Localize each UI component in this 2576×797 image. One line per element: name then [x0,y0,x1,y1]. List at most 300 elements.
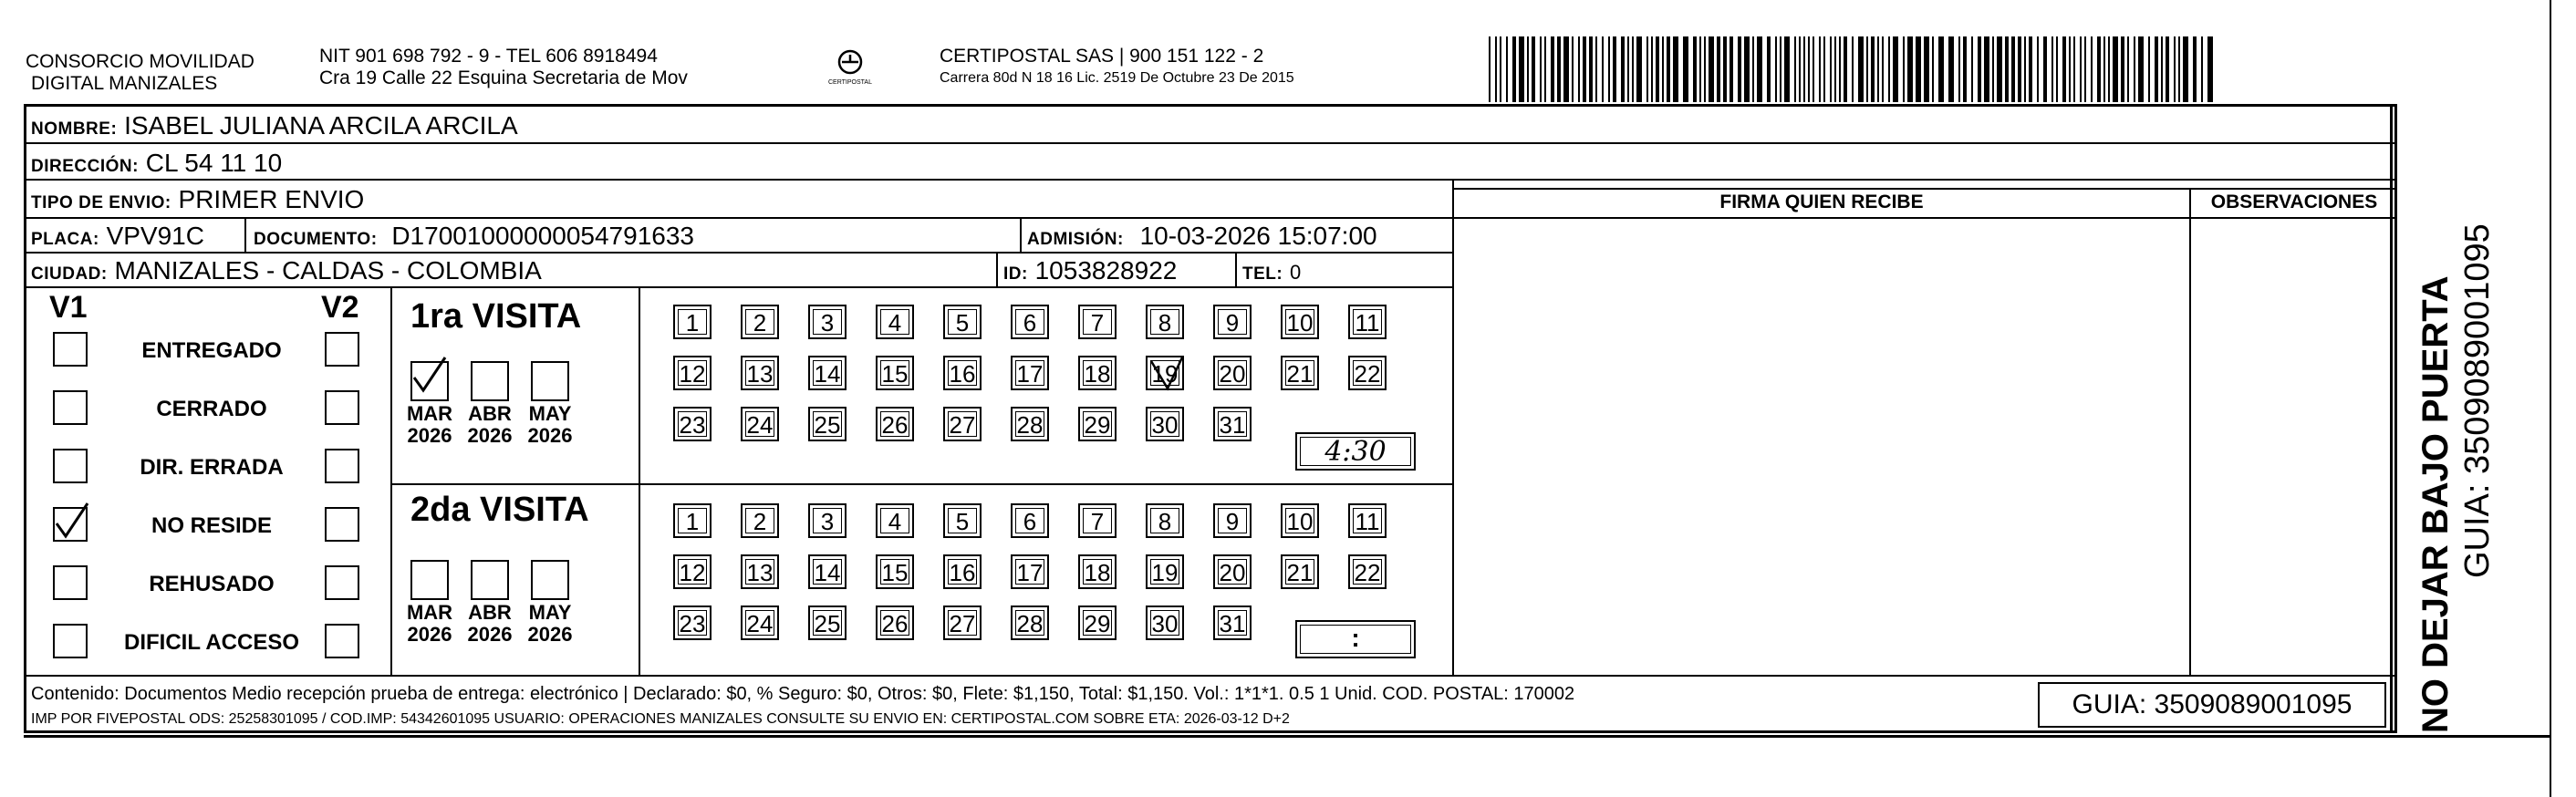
day-box[interactable] [1146,407,1184,441]
day-box[interactable] [808,407,847,441]
status-option-label: NO RESIDE [151,513,273,538]
barcode-bar [1557,36,1561,102]
barcode-bar [1589,36,1593,102]
barcode-bar [1693,36,1697,102]
placa-divider [244,217,246,252]
barcode-bar [2161,36,2163,102]
barcode-bar [1506,36,1508,102]
day-box[interactable] [808,356,847,390]
barcode-bar [2134,36,2135,102]
footer-top [24,675,2390,677]
day-box[interactable] [1146,503,1184,538]
month-year: 2026 [467,424,513,447]
v1-label: V1 [49,290,88,325]
day-box[interactable] [876,407,914,441]
day-number: 3 [820,309,835,336]
day-number: 23 [679,411,706,439]
id-value: 1053828922 [1034,256,1178,285]
day-box[interactable] [1213,305,1252,339]
day-box[interactable] [673,503,712,538]
carrier-line: CERTIPOSTAL SAS | 900 151 122 - 2 [940,46,1264,67]
day-number: 1 [685,309,700,336]
direccion-row [24,144,2397,181]
first-visit-time-box[interactable] [1295,432,1416,471]
documento-field [254,223,694,254]
day-number: 3 [820,508,835,535]
day-box[interactable] [1011,606,1049,640]
month-checkbox[interactable] [531,361,569,401]
day-box[interactable] [1078,356,1117,390]
month-year: 2026 [407,623,452,646]
month-name: MAY [528,601,572,624]
barcode-bar [2043,36,2047,102]
carrier-address: Carrera 80d N 18 16 Lic. 2519 De Octubre 23 De 2015 [940,70,1294,86]
barcode-bar [1839,36,1841,102]
barcode-bar [1799,36,1801,102]
day-number: 10 [1286,508,1314,535]
day-number: 31 [1219,610,1246,637]
barcode-bar [2084,36,2086,102]
day-box[interactable] [741,407,779,441]
barcode-bar [1729,36,1733,102]
barcode-bar [1662,36,1664,102]
second-visit-time-box[interactable] [1295,620,1416,658]
options-divider [390,286,392,675]
barcode-bar [1971,36,1973,102]
svg-text:CERTIPOSTAL: CERTIPOSTAL [828,79,872,86]
direccion-field [31,150,282,181]
v2-checkbox[interactable] [325,565,359,600]
v2-checkbox[interactable] [325,507,359,542]
barcode-bar [2155,36,2158,102]
side-guia: GUIA: 3509089001095 [2458,223,2497,578]
status-option-label: ENTREGADO [141,338,282,363]
right-rule [2550,0,2551,797]
status-option-label: DIFICIL ACCESO [123,630,299,655]
nit-line: NIT 901 698 792 - 9 - TEL 606 8918494 [319,46,658,67]
barcode-bar [1938,36,1944,102]
barcode-bar [1784,36,1790,102]
carrier-info [940,46,1294,88]
day-number: 28 [1016,610,1044,637]
observaciones-divider [2189,188,2191,675]
company-name [26,51,254,95]
day-box[interactable] [1281,503,1319,538]
day-box[interactable] [673,606,712,640]
barcode-bar [1621,36,1625,102]
day-number: 25 [814,411,841,439]
direccion-label: DIRECCIÓN: [31,157,139,176]
day-box[interactable] [943,554,982,589]
day-box[interactable] [1011,356,1049,390]
day-box[interactable] [1011,407,1049,441]
right-frame-line [2390,104,2393,733]
barcode-bar [1882,36,1884,102]
footer-line-2: IMP POR FIVEPOSTAL ODS: 25258301095 / COD.IMP: 54342601095 USUARIO: OPERACIONES MANIZALES CONSULTE SU ENVIO EN: CERTIPOSTAL.COM SOBRE ETA: 2026-03-12 D+2 [31,711,1290,727]
month-name: ABR [468,601,512,624]
day-number: 22 [1354,559,1381,586]
day-box[interactable] [876,554,914,589]
day-number: 8 [1158,309,1172,336]
barcode-bar [1699,36,1701,102]
barcode-bar [1963,36,1967,102]
month-year: 2026 [467,623,513,646]
day-number: 11 [1355,309,1380,336]
barcode-bar [2103,36,2105,102]
day-box[interactable] [1146,554,1184,589]
day-box[interactable] [1348,554,1387,589]
day-box[interactable] [673,407,712,441]
day-number: 24 [746,411,774,439]
barcode-bar [1948,36,1954,102]
admision-value: 10-03-2026 15:07:00 [1139,222,1377,250]
day-box[interactable] [1213,407,1252,441]
barcode-bar [1723,36,1727,102]
bottom-rule [24,735,2550,738]
barcode-bar [1613,36,1616,102]
check-mark-icon [51,500,93,542]
barcode-bar [2011,36,2015,102]
month-year: 2026 [527,623,573,646]
barcode-bar [1489,36,1491,102]
barcode-bar [1984,36,1989,102]
day-number: 17 [1016,360,1044,388]
tipo-value: PRIMER ENVIO [178,185,365,213]
barcode-bar [2108,36,2110,102]
day-box[interactable] [741,503,779,538]
barcode-bar [1673,36,1678,102]
barcode-bar [1572,36,1574,102]
barcode-bar [2193,36,2197,102]
barcode-bar [1583,36,1586,102]
barcode-bar [1819,36,1821,102]
footer-line-1: Contenido: Documentos Medio recepción prueba de entrega: electrónico | Declarado: $0, % Seguro: $0, Otros: $0, Flete: $1,150, Total: $1,150. Vol.: 1*1*1. 0.5 1 Unid. COD. POSTAL: 170002 [31,684,1575,704]
v2-checkbox[interactable] [325,332,359,367]
barcode-bar [1752,36,1754,102]
day-number: 28 [1016,411,1044,439]
day-box[interactable] [673,305,712,339]
day-number: 1 [685,508,700,535]
day-box[interactable] [1213,606,1252,640]
day-box[interactable] [808,606,847,640]
check-mark-icon [409,354,451,396]
barcode-bar [1924,36,1929,102]
status-option-label: DIR. ERRADA [140,455,284,480]
day-box[interactable] [943,356,982,390]
barcode [1489,36,2215,104]
barcode-bar [1738,36,1741,102]
barcode-bar [2178,36,2180,102]
id-label: ID: [1003,264,1028,284]
barcode-bar [1519,36,1524,102]
company-line-1: CONSORCIO MOVILIDAD [26,51,254,72]
barcode-bar [2062,36,2066,102]
barcode-bar [2029,36,2032,102]
barcode-bar [1646,36,1648,102]
tel-value: 0 [1290,261,1302,284]
observaciones-label: OBSERVACIONES [2210,191,2378,212]
day-box[interactable] [1348,503,1387,538]
day-box[interactable] [673,554,712,589]
barcode-bar [1651,36,1653,102]
visit-divider [390,483,1452,485]
day-number: 7 [1090,309,1105,336]
day-box[interactable] [1078,554,1117,589]
tel-label: TEL: [1242,264,1283,284]
month-name: ABR [468,402,512,425]
month-name: MAR [406,402,453,425]
admision-divider [1020,217,1022,252]
day-number: 30 [1151,411,1179,439]
day-box[interactable] [1078,503,1117,538]
day-number: 26 [881,610,909,637]
v1-checkbox[interactable] [53,332,88,367]
tipo-label: TIPO DE ENVIO: [31,193,171,212]
barcode-bar [1858,36,1864,102]
placa-label: PLACA: [31,230,99,249]
day-number: 22 [1354,360,1381,388]
day-number: 9 [1225,508,1240,535]
barcode-bar [1667,36,1670,102]
barcode-bar [2201,36,2203,102]
side-panel [2397,104,2549,735]
day-box[interactable] [943,503,982,538]
company-contact [319,46,688,89]
day-number: 16 [949,559,976,586]
day-number: 4 [888,309,902,336]
day-number: 13 [746,360,774,388]
day-box[interactable] [1146,305,1184,339]
day-number: 10 [1286,309,1314,336]
firma-label: FIRMA QUIEN RECIBE [1719,191,1924,212]
barcode-bar [1813,36,1814,102]
day-box[interactable] [1146,356,1184,390]
day-number: 8 [1158,508,1172,535]
barcode-bar [1823,36,1825,102]
tel-field [1242,257,1301,288]
certipostal-logo [826,44,875,93]
day-box[interactable] [1078,407,1117,441]
barcode-bar [1540,36,1542,102]
day-box[interactable] [808,305,847,339]
direccion-value: CL 54 11 10 [145,149,283,177]
barcode-bar [1803,36,1805,102]
first-visit-title: 1ra VISITA [410,297,582,336]
ciudad-label: CIUDAD: [31,264,108,284]
day-box[interactable] [1348,305,1387,339]
day-number: 9 [1225,309,1240,336]
row-divider-2 [24,252,1452,254]
barcode-bar [2138,36,2144,102]
day-number: 24 [746,610,774,637]
day-box[interactable] [1281,305,1319,339]
footer-guia: GUIA: 3509089001095 [2038,682,2386,728]
day-box[interactable] [876,606,914,640]
barcode-bar [2097,36,2101,102]
v2-checkbox[interactable] [325,624,359,658]
month-checkbox[interactable] [531,560,569,600]
status-option-label: REHUSADO [149,572,275,596]
barcode-bar [1907,36,1913,102]
day-box[interactable] [1011,305,1049,339]
day-box[interactable] [1011,503,1049,538]
v1-checkbox[interactable] [53,507,88,542]
barcode-bar [2113,36,2118,102]
day-number: 13 [746,559,774,586]
day-box[interactable] [741,356,779,390]
day-number: 21 [1286,559,1314,586]
side-warning: NO DEJAR BAJO PUERTA [2415,275,2456,733]
tel-divider [1235,252,1237,286]
admision-label: ADMISIÓN: [1027,230,1124,249]
day-box[interactable] [808,554,847,589]
status-option-label: CERRADO [156,397,267,421]
barcode-bar [1532,36,1535,102]
day-number: 16 [949,360,976,388]
day-number: 14 [814,559,841,586]
v1-checkbox[interactable] [53,565,88,600]
barcode-bar [1844,36,1847,102]
v1-checkbox[interactable] [53,449,88,483]
day-number: 27 [949,411,976,439]
barcode-bar [1916,36,1921,102]
day-box[interactable] [876,305,914,339]
month-name: MAR [406,601,453,624]
month-year: 2026 [407,424,452,447]
month-checkbox[interactable] [410,361,449,401]
barcode-bar [1978,36,1981,102]
ciudad-field [31,257,542,288]
barcode-bar [2091,36,2093,102]
row-divider-3 [24,286,1452,288]
day-number: 6 [1023,508,1037,535]
barcode-bar [1871,36,1875,102]
day-box[interactable] [943,606,982,640]
logo-icon [826,44,875,93]
nombre-field [31,112,518,143]
barcode-bar [1683,36,1688,102]
day-box[interactable] [943,407,982,441]
barcode-bar [1602,36,1604,102]
nombre-label: NOMBRE: [31,119,118,139]
barcode-bar [1709,36,1714,102]
month-checkbox[interactable] [471,361,509,401]
barcode-bar [1794,36,1796,102]
barcode-bar [2121,36,2124,102]
day-number: 5 [955,309,970,336]
day-box[interactable] [741,606,779,640]
barcode-bar [1958,36,1960,102]
v1-checkbox[interactable] [53,624,88,658]
barcode-bar [1578,36,1580,102]
day-box[interactable] [1213,503,1252,538]
v2-checkbox[interactable] [325,390,359,425]
barcode-bar [2056,36,2058,102]
month-checkbox[interactable] [471,560,509,600]
month-name: MAY [528,402,572,425]
day-box[interactable] [1213,554,1252,589]
barcode-bar [1852,36,1854,102]
month-checkbox[interactable] [410,560,449,600]
day-box[interactable] [876,503,914,538]
day-number: 27 [949,610,976,637]
day-number: 14 [814,360,841,388]
barcode-bar [1992,36,1994,102]
day-box[interactable] [1078,305,1117,339]
day-box[interactable] [808,503,847,538]
day-number: 29 [1084,411,1111,439]
barcode-bar [2183,36,2188,102]
barcode-bar [2174,36,2176,102]
day-number: 19 [1151,360,1179,388]
barcode-bar [1877,36,1879,102]
barcode-bar [1780,36,1781,102]
nombre-value: ISABEL JULIANA ARCILA ARCILA [124,111,518,140]
first-visit-time: 4:30 [1324,436,1387,468]
barcode-bar [1551,36,1554,102]
v2-checkbox[interactable] [325,449,359,483]
day-box[interactable] [1011,554,1049,589]
barcode-bar [1834,36,1836,102]
second-visit-time: : [1351,624,1360,652]
placa-field [31,223,204,254]
day-number: 15 [881,360,909,388]
v2-label: V2 [321,290,359,325]
day-box[interactable] [1281,554,1319,589]
documento-label: DOCUMENTO: [254,230,378,249]
day-box[interactable] [741,305,779,339]
barcode-bar [1527,36,1529,102]
day-number: 17 [1016,559,1044,586]
barcode-bar [2148,36,2150,102]
day-mark-icon [1146,354,1188,394]
barcode-bar [2073,36,2075,102]
barcode-bar [1932,36,1934,102]
day-box[interactable] [673,356,712,390]
barcode-bar [2005,36,2009,102]
day-number: 6 [1023,309,1037,336]
day-number: 7 [1090,508,1105,535]
barcode-bar [2018,36,2021,102]
day-number: 15 [881,559,909,586]
v1-checkbox[interactable] [53,390,88,425]
barcode-bar [1997,36,2002,102]
barcode-bar [2069,36,2071,102]
day-box[interactable] [1146,606,1184,640]
barcode-bar [1888,36,1890,102]
barcode-bar [2024,36,2026,102]
day-box[interactable] [1281,356,1319,390]
barcode-bar [2037,36,2039,102]
signature-header-top [1452,217,2397,219]
day-box[interactable] [943,305,982,339]
day-box[interactable] [1348,356,1387,390]
company-address: Cra 19 Calle 22 Esquina Secretaria de Mov [319,67,688,88]
day-number: 25 [814,610,841,637]
day-box[interactable] [876,356,914,390]
barcode-bar [2051,36,2053,102]
row-divider-1 [24,217,1452,219]
id-field [1003,257,1177,288]
day-number: 18 [1084,360,1111,388]
day-box[interactable] [741,554,779,589]
day-box[interactable] [1078,606,1117,640]
day-number: 2 [753,508,767,535]
day-box[interactable] [1213,356,1252,390]
barcode-bar [2207,36,2213,102]
day-number: 5 [955,508,970,535]
day-number: 12 [679,360,706,388]
